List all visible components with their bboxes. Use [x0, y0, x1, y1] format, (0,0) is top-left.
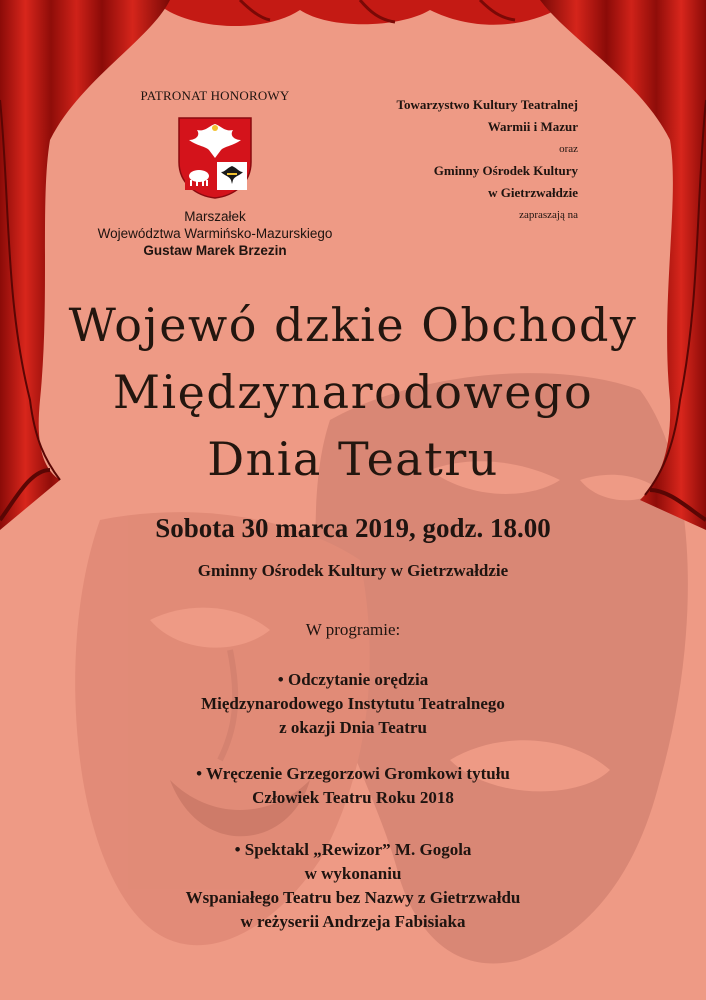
program-heading: W programie: [305, 620, 401, 639]
event-date: Sobota 30 marca 2019, godz. 18.00 [155, 513, 551, 543]
program-item-3-line-3: Wspaniałego Teatru bez Nazwy z Gietrzwałdu [185, 888, 521, 907]
organizer-2-line-2: w Gietrzwałdzie [488, 185, 578, 200]
event-title-line-2: Międzynarodowego [112, 365, 594, 419]
program-item-1-line-1: • Odczytanie orędzia [277, 670, 429, 689]
program-item-3-line-1: • Spektakl „Rewizor” M. Gogola [234, 840, 472, 859]
program-item-1-line-3: z okazji Dnia Teatru [279, 718, 427, 737]
organizers-block [338, 94, 578, 226]
organizer-1-line-1: Towarzystwo Kultury Teatralnej [396, 97, 578, 112]
program-item [0, 668, 706, 740]
organizers-conjunction: oraz [559, 143, 578, 155]
program-item-1-line-2: Międzynarodowego Instytutu Teatralnego [201, 694, 505, 713]
program-item [0, 762, 706, 810]
program-item [0, 838, 706, 934]
honorary-patronage [80, 88, 350, 259]
event-venue: Gminny Ośrodek Kultury w Gietrzwałdzie [197, 561, 509, 580]
program-item-2-line-2: Człowiek Teatru Roku 2018 [252, 788, 454, 807]
patronage-line-2: Województwa Warmińsko-Mazurskiego [97, 226, 333, 241]
event-title [40, 292, 666, 493]
program-item-3-line-4: w reżyserii Andrzeja Fabisiaka [240, 912, 466, 931]
program-item-3-line-2: w wykonaniu [304, 864, 402, 883]
event-title-line-3: Dnia Teatru [207, 432, 499, 486]
organizer-1-line-2: Warmii i Mazur [487, 119, 578, 134]
voivodeship-coat-of-arms-icon [175, 116, 255, 200]
patronage-title: PATRONAT HONOROWY [140, 88, 290, 103]
patronage-name: Gustaw Marek Brzezin [143, 243, 287, 258]
program-list [0, 668, 706, 956]
organizer-2-line-1: Gminny Ośrodek Kultury [433, 163, 578, 178]
event-title-line-1: Wojewó dzkie Obchody [68, 298, 638, 352]
patronage-role [80, 208, 350, 242]
program-item-2-line-1: • Wręczenie Grzegorzowi Gromkowi tytułu [196, 764, 510, 783]
patronage-line-1: Marszałek [184, 209, 246, 224]
invitation-text: zapraszają na [519, 209, 578, 221]
